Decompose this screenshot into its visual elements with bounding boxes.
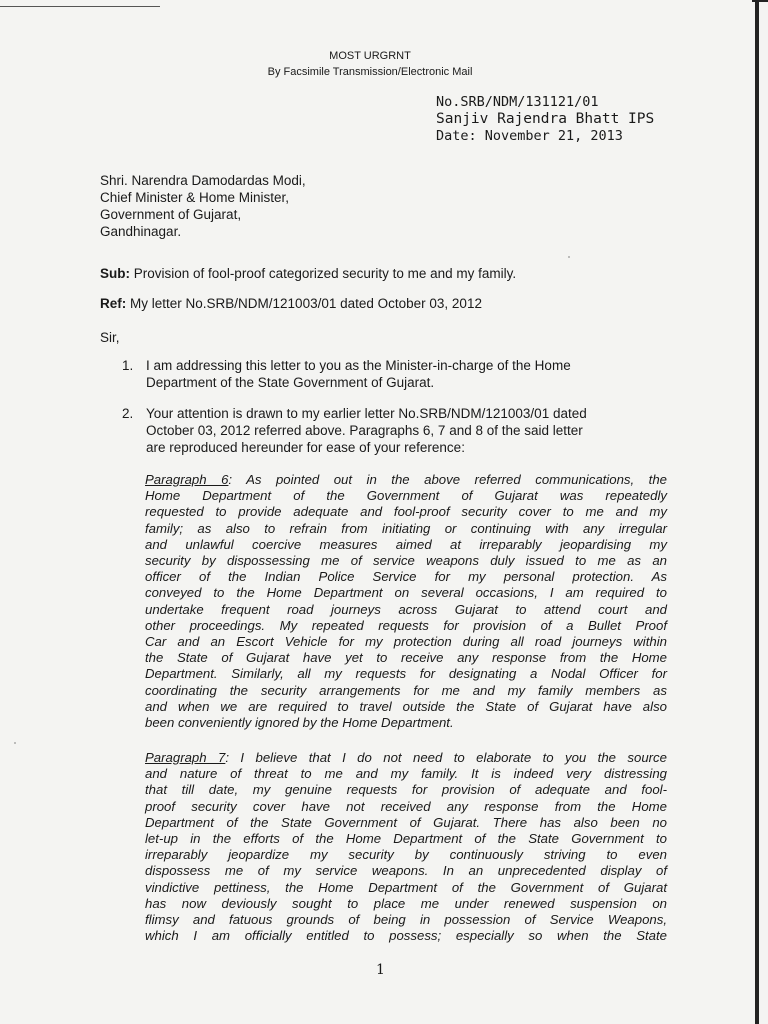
subject-text: Provision of fool-proof categorized security to me and my family. [133,266,517,281]
para-line: has now deviously sought to place me under renewed suspension on [145,895,667,911]
para-text: : I believe that I do not need to elaborate to you the source [225,750,667,765]
para-line: conveyed to the Home Department on several occasions, I am required to [145,585,667,601]
para-line: vindictive pettiness, the Home Department of the Government of Gujarat [145,879,667,895]
para-line: Home Department of the Government of Gujarat was repeatedly [145,488,667,504]
ref-label: Ref: [100,296,127,311]
addressee-block [100,172,306,240]
para-line: coordinating the security arrangements for me and my family members as [145,682,667,698]
para-line: Department. Similarly, all my requests for designating a Nodal Officer for [145,666,667,682]
salutation: Sir, [100,330,120,345]
para-line: irreparably jeopardize my security by continuously striving to even [145,847,667,863]
para-line: Department of the State Government of Gujarat. There has also been no [145,814,667,830]
sender-name: Sanjiv Rajendra Bhatt IPS [436,111,655,127]
paragraph-6-lead: Paragraph 6 [145,472,229,487]
quoted-paragraph-6 [145,472,667,731]
para-line: officer of the Indian Police Service for my personal protection. As [145,569,667,585]
numbered-item [122,357,672,391]
quoted-paragraph-7 [145,750,667,944]
addressee-line: Shri. Narendra Damodardas Modi, [100,173,306,188]
addressee-line: Gandhinagar. [100,224,182,239]
ref-line [100,296,482,311]
addressee-line: Government of Gujarat, [100,207,242,222]
scan-artifact-corner [752,0,768,12]
para-line: requested to provide adequate and fool-proof security cover to me and my [145,504,667,520]
para-line: the State of Gujarat have yet to receive any response from the Home [145,650,667,666]
scan-artifact-dot [568,256,570,258]
para-line [145,750,667,766]
para-line: dispossess me of my service weapons. In an unprecedented display of [145,863,667,879]
para-line: undertake frequent road journeys across Gujarat to attend court and [145,601,667,617]
para-line: and nature of threat to me and my family. It is indeed very distressing [145,766,667,782]
para-line: and unlawful coercive measures aimed at irreparably jeopardising my [145,536,667,552]
reference-block [436,94,654,145]
item-line: are reproduced hereunder for ease of your reference: [146,440,465,455]
item-number: 1. [122,358,134,373]
para-text: : As pointed out in the above referred communications, the [228,472,667,487]
item-number: 2. [122,406,134,421]
scan-artifact-line [0,6,160,7]
urgency-heading: MOST URGRNT [329,50,411,62]
transmission-line: By Facsimile Transmission/Electronic Mail [267,66,473,78]
para-line: been conveniently ignored by the Home Department. [145,715,454,731]
para-line: security by dispossessing me of service weapons duly issued to me as an [145,553,667,569]
scan-artifact-edge [755,0,759,1024]
addressee-line: Chief Minister & Home Minister, [100,190,290,205]
item-line: October 03, 2012 referred above. Paragraphs 6, 7 and 8 of the said letter [146,423,583,438]
para-line: and when we are required to travel outside the State of Gujarat have also [145,698,667,714]
subject-line [100,266,516,281]
letter-date: Date: November 21, 2013 [436,128,623,144]
para-line: Car and an Escort Vehicle for my protection during all road journeys within [145,634,667,650]
item-line: I am addressing this letter to you as the Minister-in-charge of the Home [146,358,571,373]
para-line: that till date, my genuine requests for provision of adequate and fool- [145,782,667,798]
item-line: Department of the State Government of Gujarat. [146,375,435,390]
item-text [146,357,672,391]
page-number: 1 [376,962,385,978]
para-line: which I am officially entitled to possess; especially so when the State [145,928,667,944]
para-line: proof security cover have not received any response from the Home [145,798,667,814]
item-line: Your attention is drawn to my earlier letter No.SRB/NDM/121003/01 dated [146,406,587,421]
paragraph-7-lead: Paragraph 7 [145,750,226,765]
ref-text: My letter No.SRB/NDM/121003/01 dated October 03, 2012 [130,296,482,311]
item-text [146,405,672,456]
para-line: let-up in the efforts of the Home Department of the State Government to [145,831,667,847]
para-line: other proceedings. My repeated requests for provision of a Bullet Proof [145,617,667,633]
para-line [145,472,667,488]
scan-artifact-dot [14,742,16,744]
reference-number: No.SRB/NDM/131121/01 [436,94,599,110]
subject-label: Sub: [100,266,130,281]
numbered-item [122,405,672,456]
para-line: flimsy and fatuous grounds of being in possession of Service Weapons, [145,912,667,928]
para-line: family; as also to refrain from initiating or continuing with any irregular [145,520,667,536]
